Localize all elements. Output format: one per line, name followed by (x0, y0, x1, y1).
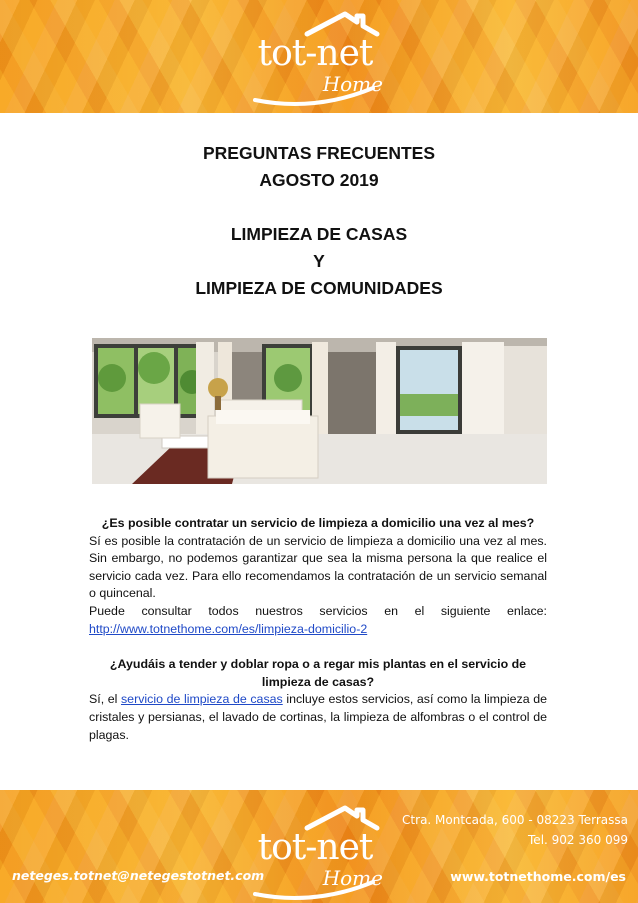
footer-logo[interactable] (245, 802, 385, 902)
faq-question-1: ¿Es posible contratar un servicio de limpieza a domicilio una vez al mes? (101, 516, 535, 530)
header-logo[interactable] (245, 8, 385, 108)
faq-answer-2-prefix: Sí, el (89, 692, 121, 707)
title-community-cleaning: LIMPIEZA DE COMUNIDADES (195, 278, 443, 298)
logo-sub-text: Home (322, 72, 383, 96)
house-cleaning-service-link[interactable]: servicio de limpieza de casas (120, 692, 283, 707)
title-house-cleaning: LIMPIEZA DE CASAS (230, 224, 408, 244)
footer-address-block (402, 810, 628, 850)
footer-phone: Tel. 902 360 099 (528, 833, 628, 847)
title-faq: PREGUNTAS FRECUENTES (202, 143, 436, 163)
footer-address: Ctra. Montcada, 600 - 08223 Terrassa (402, 813, 628, 827)
living-room-photo (92, 338, 547, 484)
faq-answer-1: Sí es posible la contratación de un servicio de limpieza a domicilio una vez al mes. Sin embargo, no podemos garantizar que sea la misma persona la que realice el servicio cada vez. Para ello recomendamos la contratación de un servicio semanal o quincenal. (89, 533, 547, 601)
title-date: AGOSTO 2019 (259, 170, 379, 190)
domicilio-link[interactable]: http://www.totnethome.com/es/limpieza-domicilio-2 (89, 621, 368, 636)
logo-brand-text: tot-net (257, 33, 373, 74)
header-banner (0, 0, 638, 113)
footer-banner (0, 790, 638, 903)
faq-question-2: ¿Ayudáis a tender y doblar ropa o a regar mis plantas en el servicio de limpieza de casas? (109, 657, 527, 689)
faq-answer-2-suffix: incluye estos servicios, así como la limpieza de cristales y persianas, el lavado de cortinas, la limpieza de alfombras o el control de plagas. (89, 692, 547, 742)
title-block (0, 140, 638, 302)
faq-link-intro: Puede consultar todos nuestros servicios en el siguiente enlace: (89, 603, 547, 618)
faq-content (89, 515, 547, 744)
footer-logo-brand-text: tot-net (257, 827, 373, 868)
footer-website[interactable]: www.totnethome.com/es (450, 869, 626, 884)
footer-email[interactable]: neteges.totnet@netegestotnet.com (12, 868, 265, 883)
title-conjunction: Y (313, 251, 325, 271)
faq-answer-2 (89, 691, 547, 744)
footer-logo-sub-text: Home (322, 866, 383, 890)
